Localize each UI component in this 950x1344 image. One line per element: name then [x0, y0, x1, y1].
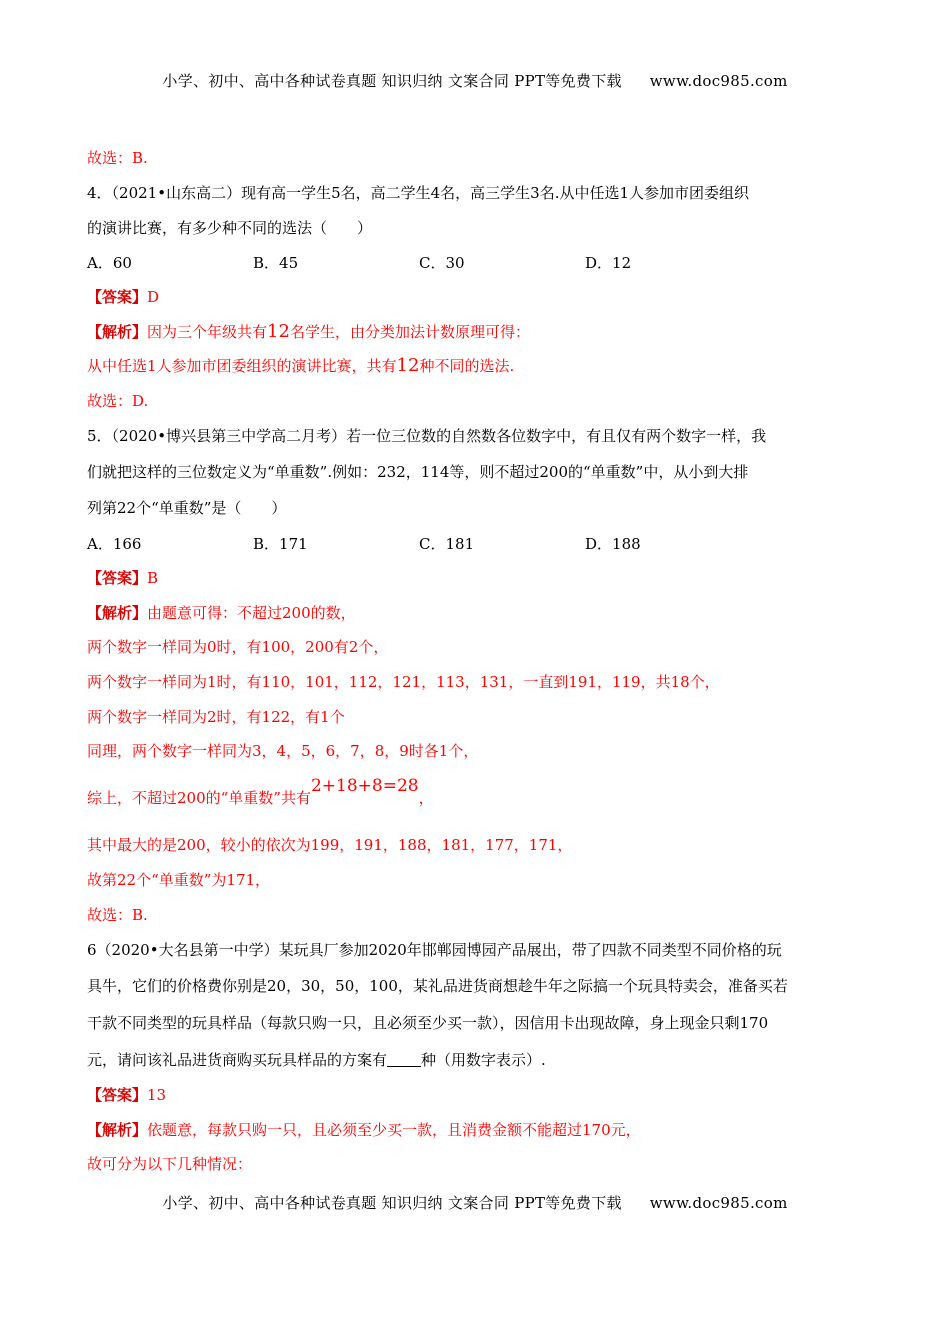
q4-answer-value: D [147, 288, 160, 306]
q5-stem-line2: 们就把这样的三位数定义为“单重数”.例如：232，114等，则不超过200的“单重数”中，从小到大排 [87, 463, 749, 481]
q5-option-c: C．181 [419, 535, 475, 553]
q5-option-b: B．171 [253, 535, 308, 553]
header-site[interactable]: www.doc985.com [649, 72, 788, 90]
q5-analysis-line5: 同理，两个数字一样同为3，4，5，6，7，8，9时各1个， [87, 742, 479, 760]
q5-answer [87, 568, 877, 588]
q4-analysis-label: 【解析】 [87, 323, 148, 341]
q6-stem-line2: 具牛，它们的价格费你别是20，30，50，100，某礼品进货商想趁牛年之际搞一个玩具特卖会，准备买若 [87, 977, 788, 995]
q6-analysis-label: 【解析】 [87, 1121, 148, 1139]
q5-analysis-line4: 两个数字一样同为2时，有122，有1个 [87, 708, 345, 726]
q4-option-b: B．45 [253, 254, 299, 272]
q5-stem-line1: 5．（2020•博兴县第三中学高二月考）若一位三位数的自然数各位数字中，有且仅有两个数字一样，我 [87, 427, 767, 445]
q5-analysis-line1 [87, 603, 877, 623]
q6-stem-line1: 6（2020•大名县第一中学）某玩具厂参加2020年邯郸园博园产品展出，带了四款不同类型不同价格的玩 [87, 941, 782, 959]
q6-analysis-line2: 故可分为以下几种情况： [87, 1155, 253, 1173]
q6-answer-value: 13 [147, 1086, 167, 1104]
q4-analysis-num-a: 12 [267, 321, 290, 342]
q5-analysis-line8: 故第22个“单重数”为171， [87, 871, 271, 889]
q4-options [87, 253, 877, 273]
q4-stem-line1: 4．（2021•山东高二）现有高一学生5名，高二学生4名，高三学生3名.从中任选1人参加市团委组织 [87, 184, 750, 202]
page-header [0, 70, 950, 91]
q5-analysis-line3: 两个数字一样同为1时，有110，101，112，121，113，131，一直到191，119，共18个， [87, 673, 720, 691]
q5-analysis-text-6b: ， [418, 789, 434, 807]
q4-analysis-line2 [87, 356, 877, 376]
q4-option-d: D．12 [585, 254, 632, 272]
q6-analysis-text-1: 依题意，每款只购一只，且必须至少买一款，且消费金额不能超过170元， [147, 1121, 641, 1139]
q4-analysis-text-c: 从中任选1人参加市团委组织的演讲比赛，共有 [87, 357, 397, 375]
q4-analysis-text-d: 种不同的选法. [419, 357, 515, 375]
q5-analysis-line7: 其中最大的是200，较小的依次为199，191，188，181，177，171， [87, 836, 573, 854]
q4-stem-line2: 的演讲比赛，有多少种不同的选法（ ） [87, 219, 373, 237]
q5-options [87, 534, 877, 554]
q5-stem-line3: 列第22个“单重数”是（ ） [87, 499, 287, 517]
q5-analysis-text-6a: 综上，不超过200的“单重数”共有 [87, 789, 311, 807]
q5-answer-label: 【答案】 [87, 569, 148, 587]
q4-conclusion: 故选：D. [87, 392, 149, 410]
footer-text: 小学、初中、高中各种试卷真题 知识归纳 文案合同 PPT等免费下载 [162, 1194, 622, 1212]
q4-option-c: C．30 [419, 254, 465, 272]
q5-conclusion: 故选：B. [87, 906, 148, 924]
q6-stem-line4 [87, 1050, 877, 1070]
footer-site[interactable]: www.doc985.com [649, 1194, 788, 1212]
q4-answer-label: 【答案】 [87, 288, 148, 306]
q4-analysis-text-a: 因为三个年级共有 [147, 323, 268, 341]
q4-answer [87, 287, 877, 307]
q5-analysis-line6 [87, 776, 877, 808]
q6-analysis-line1 [87, 1120, 877, 1140]
q4-option-a: A．60 [87, 254, 132, 272]
header-text: 小学、初中、高中各种试卷真题 知识归纳 文案合同 PPT等免费下载 [162, 72, 622, 90]
q6-answer-label: 【答案】 [87, 1086, 148, 1104]
q6-answer-blank [387, 1052, 421, 1067]
q5-analysis-line2: 两个数字一样同为0时，有100，200有2个， [87, 638, 389, 656]
q4-analysis-text-b: 名学生，由分类加法计数原理可得： [289, 323, 530, 341]
q5-sum-expression: 2+18+8=28 [310, 776, 419, 796]
q5-analysis-label: 【解析】 [87, 604, 148, 622]
q5-analysis-text-1: 由题意可得：不超过200的数， [147, 604, 356, 622]
q6-stem-text-b: 种（用数字表示）. [421, 1051, 546, 1069]
q5-option-d: D．188 [585, 535, 641, 553]
q3-conclusion: 故选：B. [87, 149, 148, 167]
q6-stem-text-a: 元，请问该礼品进货商购买玩具样品的方案有 [87, 1051, 388, 1069]
page-footer [0, 1192, 950, 1213]
q6-stem-line3: 干款不同类型的玩具样品（每款只购一只，且必须至少买一款），因信用卡出现故障，身上现金只剩170 [87, 1014, 769, 1032]
q4-analysis-line1 [87, 322, 877, 342]
q5-option-a: A．166 [87, 535, 142, 553]
q4-analysis-num-b: 12 [396, 355, 420, 376]
q6-answer [87, 1085, 877, 1105]
q5-answer-value: B [147, 569, 159, 587]
